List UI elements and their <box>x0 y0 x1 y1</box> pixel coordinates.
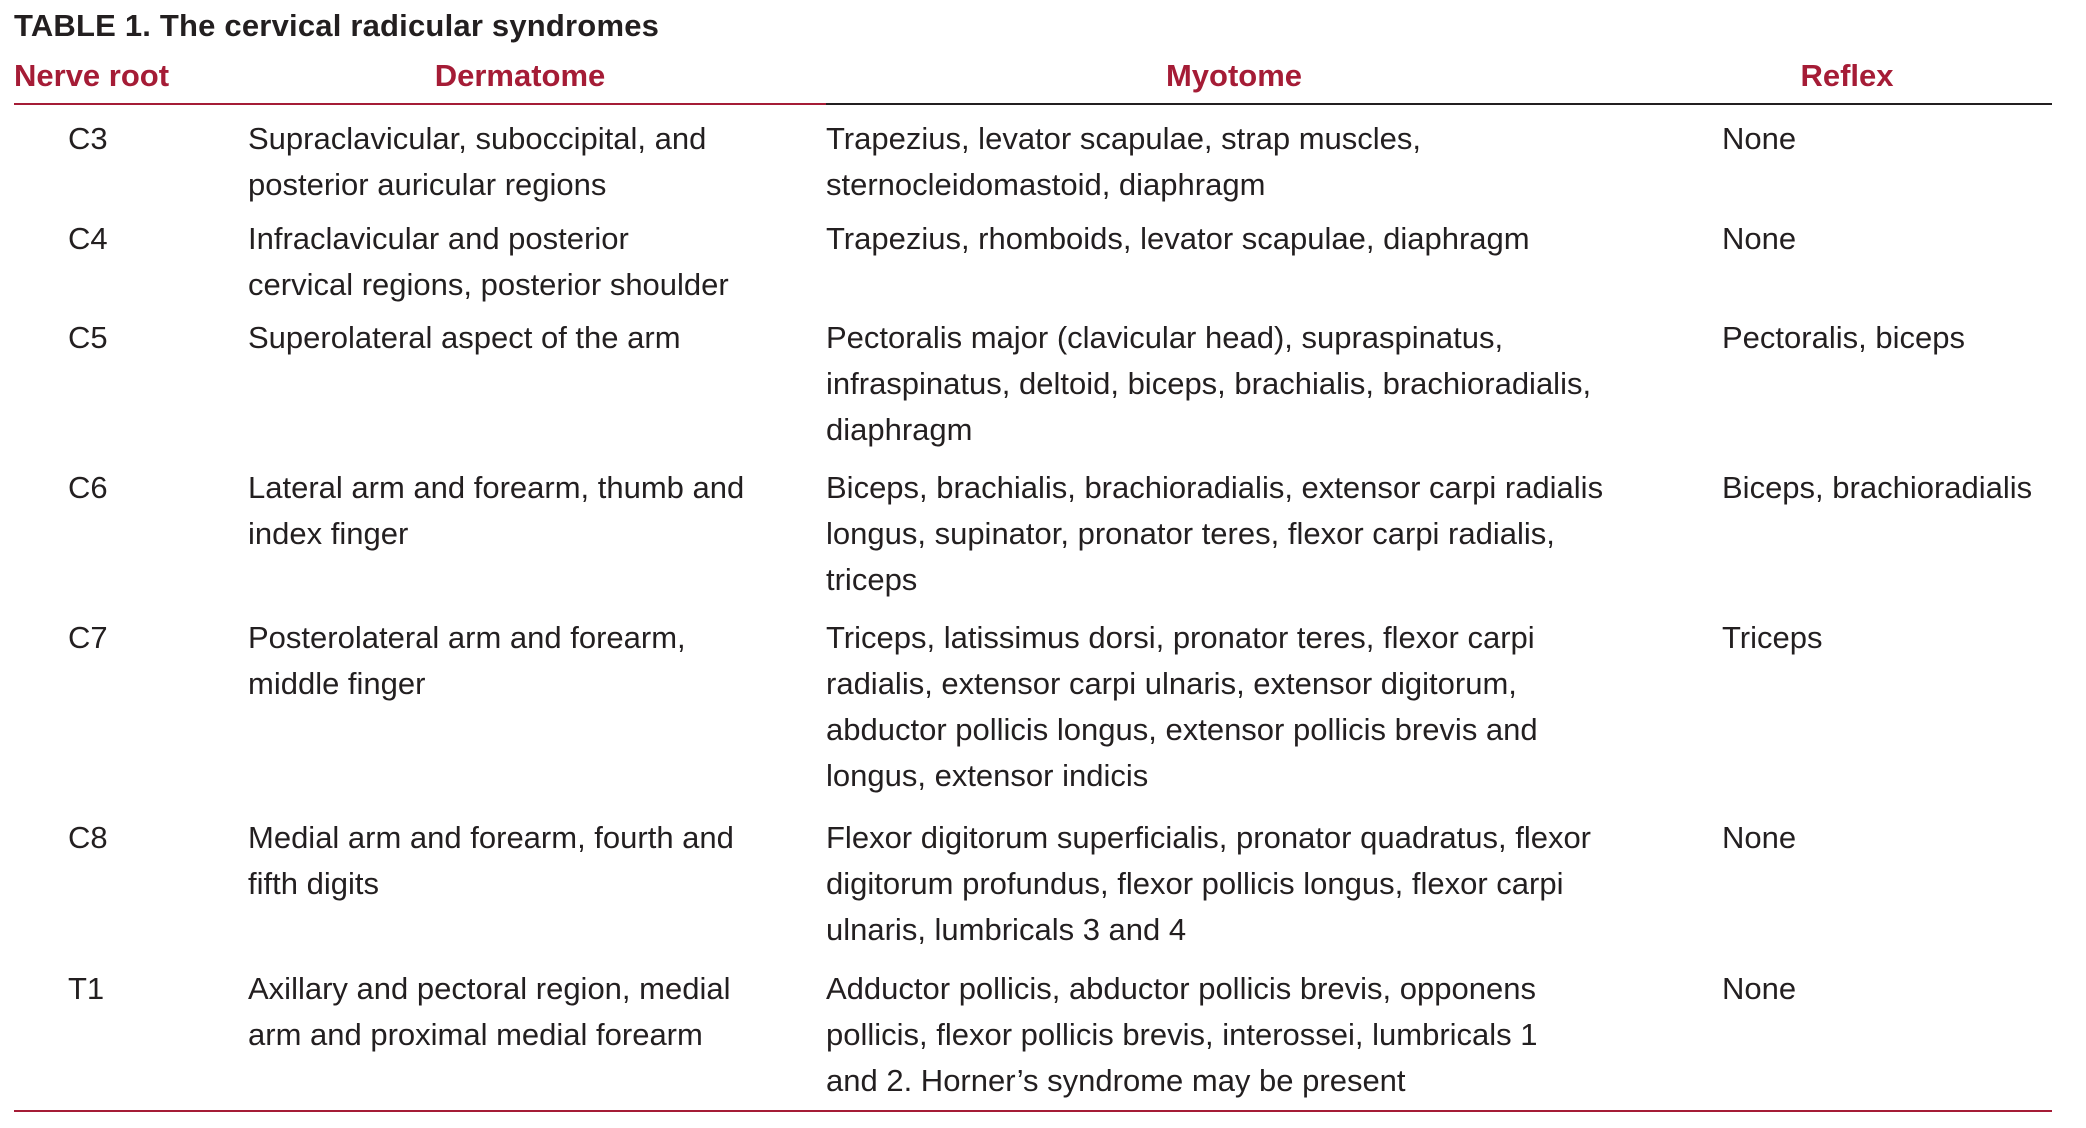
column-header-myotome: Myotome <box>1165 58 1303 93</box>
cell-dermatome <box>248 315 681 361</box>
dermatome-line: Supraclavicular, suboccipital, and <box>248 121 707 156</box>
cell-myotome <box>826 116 1421 208</box>
cell-nerve-root: C7 <box>68 620 108 655</box>
dermatome-line: posterior auricular regions <box>248 167 607 202</box>
myotome-line: longus, extensor indicis <box>826 758 1149 793</box>
myotome-line: triceps <box>826 562 918 597</box>
cell-myotome <box>826 815 1591 953</box>
myotome-line: digitorum profundus, flexor pollicis longus, flexor carpi <box>826 866 1564 901</box>
header-rule-dark <box>826 103 2052 105</box>
cell-myotome <box>826 615 1538 799</box>
dermatome-line: Medial arm and forearm, fourth and <box>248 820 734 855</box>
myotome-line: Adductor pollicis, abductor pollicis brevis, opponens <box>826 971 1536 1006</box>
dermatome-line: Lateral arm and forearm, thumb and <box>248 470 745 505</box>
cell-nerve-root: C8 <box>68 820 108 855</box>
myotome-line: sternocleidomastoid, diaphragm <box>826 167 1266 202</box>
myotome-line: abductor pollicis longus, extensor pollicis brevis and <box>826 712 1538 747</box>
myotome-line: pollicis, flexor pollicis brevis, interossei, lumbricals 1 <box>826 1017 1538 1052</box>
cell-dermatome <box>248 216 729 308</box>
cell-dermatome <box>248 815 734 907</box>
column-header-nerve-root: Nerve root <box>14 58 170 93</box>
myotome-line: radialis, extensor carpi ulnaris, extensor digitorum, <box>826 666 1517 701</box>
column-header-dermatome: Dermatome <box>434 58 606 93</box>
cell-dermatome <box>248 615 686 707</box>
myotome-line: and 2. Horner’s syndrome may be present <box>826 1063 1406 1098</box>
cell-reflex: None <box>1722 221 1797 256</box>
cell-nerve-root: C5 <box>68 320 108 355</box>
cell-myotome <box>826 465 1603 603</box>
dermatome-line: cervical regions, posterior shoulder <box>248 267 729 302</box>
cell-myotome <box>826 315 1591 453</box>
myotome-line: Trapezius, rhomboids, levator scapulae, diaphragm <box>826 221 1530 256</box>
cell-nerve-root: C4 <box>68 221 108 256</box>
cell-reflex: Triceps <box>1722 620 1823 655</box>
myotome-line: Trapezius, levator scapulae, strap muscles, <box>826 121 1421 156</box>
dermatome-line: Axillary and pectoral region, medial <box>248 971 731 1006</box>
cell-reflex: None <box>1722 971 1797 1006</box>
header-rule-red-left <box>14 103 214 105</box>
cell-nerve-root: T1 <box>68 971 105 1006</box>
cell-myotome <box>826 216 1530 262</box>
cell-reflex: None <box>1722 121 1797 156</box>
dermatome-line: fifth digits <box>248 866 379 901</box>
myotome-line: Pectoralis major (clavicular head), supraspinatus, <box>826 320 1504 355</box>
table-title: TABLE 1. The cervical radicular syndromes <box>14 8 660 43</box>
cell-reflex: None <box>1722 820 1797 855</box>
dermatome-line: Posterolateral arm and forearm, <box>248 620 686 655</box>
table-bottom-rule <box>14 1110 2052 1112</box>
cell-dermatome <box>248 966 730 1058</box>
cell-reflex: Biceps, brachioradialis <box>1722 470 2033 505</box>
dermatome-line: Infraclavicular and posterior <box>248 221 629 256</box>
cell-nerve-root: C6 <box>68 470 108 505</box>
myotome-line: Biceps, brachialis, brachioradialis, extensor carpi radialis <box>826 470 1604 505</box>
dermatome-line: index finger <box>248 516 409 551</box>
myotome-line: Flexor digitorum superficialis, pronator quadratus, flexor <box>826 820 1592 855</box>
cell-dermatome <box>248 116 706 208</box>
cell-myotome <box>826 966 1538 1104</box>
dermatome-line: middle finger <box>248 666 426 701</box>
myotome-line: diaphragm <box>826 412 973 447</box>
myotome-line: ulnaris, lumbricals 3 and 4 <box>826 912 1187 947</box>
myotome-line: infraspinatus, deltoid, biceps, brachialis, brachioradialis, <box>826 366 1592 401</box>
column-header-reflex: Reflex <box>1800 58 1894 93</box>
myotome-line: Triceps, latissimus dorsi, pronator teres, flexor carpi <box>826 620 1535 655</box>
cell-reflex: Pectoralis, biceps <box>1722 320 1965 355</box>
header-rule-red-dermatome <box>214 103 826 105</box>
myotome-line: longus, supinator, pronator teres, flexor carpi radialis, <box>826 516 1555 551</box>
dermatome-line: Superolateral aspect of the arm <box>248 320 681 355</box>
cell-dermatome <box>248 465 744 557</box>
dermatome-line: arm and proximal medial forearm <box>248 1017 703 1052</box>
cell-nerve-root: C3 <box>68 121 108 156</box>
